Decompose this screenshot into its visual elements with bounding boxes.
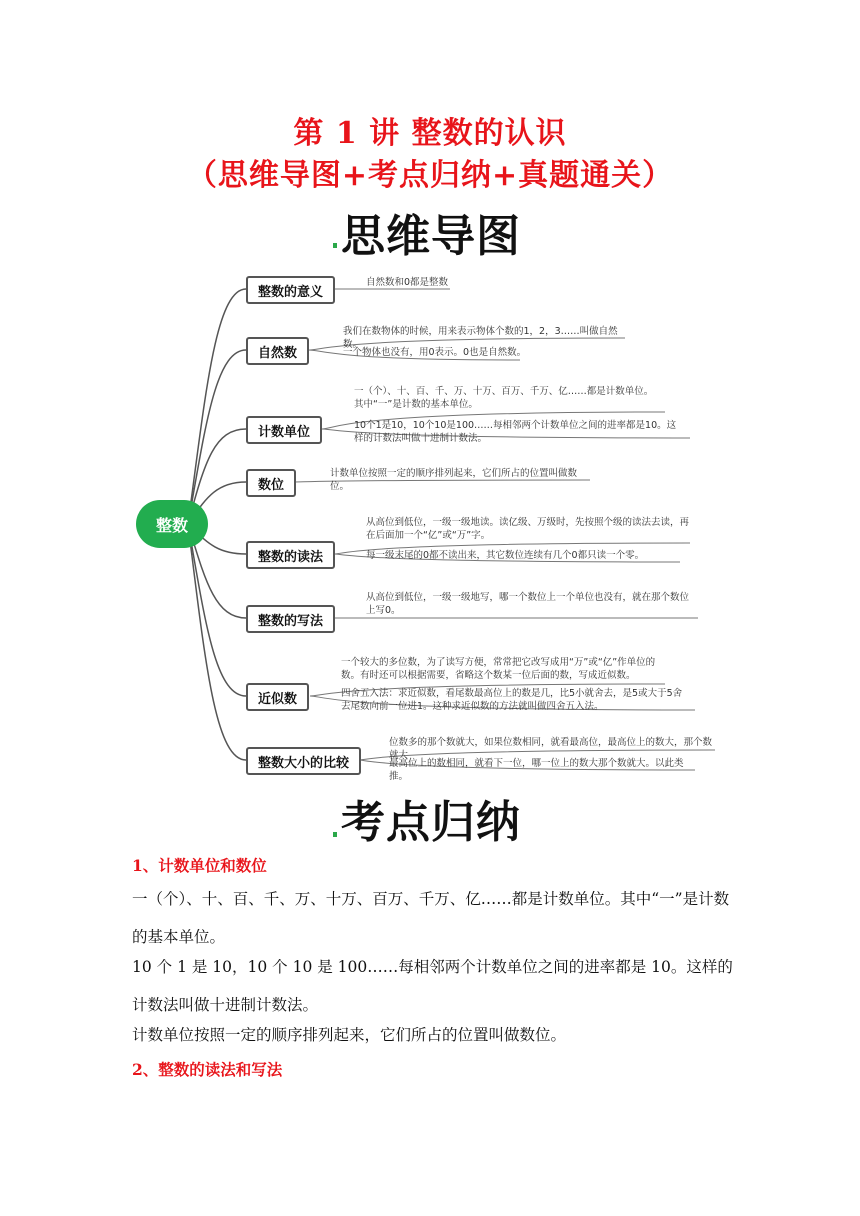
note-text: 位数多的那个数就大，如果位数相同，就看最高位，最高位上的数大，那个数就大 (389, 737, 713, 761)
note-text: 我们在数物体的时候，用来表示物体个数的1，2，3……叫做自然数。 (343, 326, 618, 350)
connector (188, 524, 246, 696)
mindmap-root: 整数 (136, 500, 208, 548)
mindmap-banner: 思维导图 (341, 211, 521, 262)
page-subtitle: （思维导图+考点归纳+真题通关） (186, 158, 674, 193)
node-writing: 整数的写法 (246, 605, 335, 633)
node-integer-meaning: 整数的意义 (246, 276, 335, 304)
note-text: 10个1是10，10个10是100……每相邻两个计数单位之间的进率都是10。这样的计数法叫做十进制计数法。 (354, 420, 677, 444)
node-counting-unit: 计数单位 (246, 416, 322, 444)
note-text: 一个较大的多位数，为了读写方便，常常把它改写成用“万”或“亿”作单位的数。有时还可以根据需要，省略这个数某一位后面的数，写成近似数。 (341, 657, 656, 681)
section-heading-2: 2、整数的读法和写法 (132, 1060, 283, 1079)
node-natural-number: 自然数 (246, 337, 309, 365)
paragraph-3: 计数单位按照一定的顺序排列起来，它们所占的位置叫做数位。 (132, 1026, 567, 1044)
connector (188, 350, 246, 524)
summary-banner: 考点归纳 (341, 797, 521, 848)
connector (188, 524, 246, 760)
section-heading-1: 1、计数单位和数位 (132, 856, 267, 875)
banner-mark (333, 832, 337, 837)
connector (188, 289, 246, 524)
note-text: 从高位到低位，一级一级地写，哪一个数位上一个单位也没有，就在那个数位上写0。 (366, 592, 690, 616)
note-text: 一（个）、十、百、千、万、十万、百万、千万、亿……都是计数单位。其中“一”是计数的基本单位。 (354, 386, 654, 410)
page-title: 第 1 讲 整数的认识 (293, 116, 567, 151)
note-text: 每一级末尾的0都不读出来，其它数位连续有几个0都只读一个零。 (366, 550, 645, 561)
note-text: 计数单位按照一定的顺序排列起来，它们所占的位置叫做数位。 (330, 468, 578, 492)
node-digit-place: 数位 (246, 469, 296, 497)
node-approximation: 近似数 (246, 683, 309, 711)
note-text: 从高位到低位，一级一级地读。读亿级、万级时，先按照个级的读法去读，再在后面加一个“亿”或“万”字。 (366, 517, 690, 541)
paragraph-2: 10 个 1 是 10，10 个 10 是 100……每相邻两个计数单位之间的进率都是 10。这样的计数法叫做十进制计数法。 (132, 958, 733, 1014)
paragraph-1: 一（个）、十、百、千、万、十万、百万、千万、亿……都是计数单位。其中“一”是计数的基本单位。 (132, 890, 730, 946)
note-text: 最高位上的数相同，就看下一位，哪一位上的数大那个数就大。以此类推。 (389, 758, 684, 782)
note-text: 四舍五入法：求近似数，看尾数最高位上的数是几，比5小就舍去，是5或大于5舍去尾数向前一位进1。这种求近似数的方法就叫做四舍五入法。 (341, 688, 683, 712)
note-text: 自然数和0都是整数 (366, 277, 449, 288)
note-text: 一个物体也没有，用0表示。0也是自然数。 (343, 347, 527, 358)
node-reading: 整数的读法 (246, 541, 335, 569)
node-comparison: 整数大小的比较 (246, 747, 361, 775)
